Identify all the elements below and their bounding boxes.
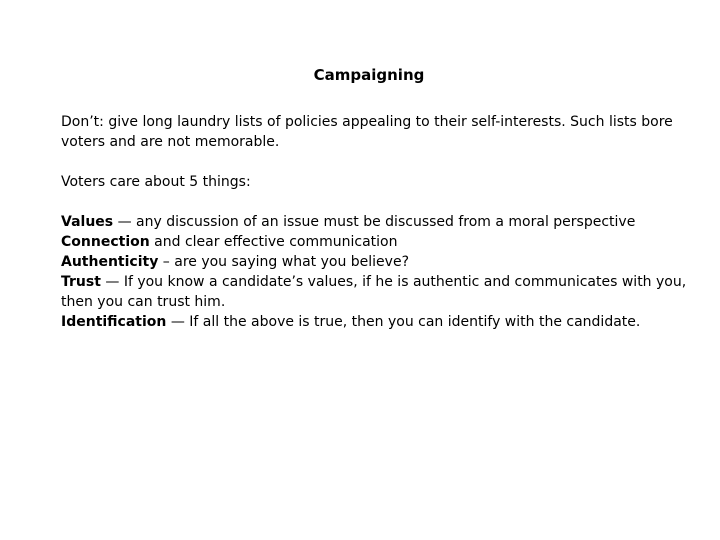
point-term: Authenticity xyxy=(61,254,159,270)
lead-paragraph: Voters care about 5 things: xyxy=(61,174,251,190)
point-term: Trust xyxy=(61,274,101,290)
point-text: — any discussion of an issue must be discussed from a moral perspective xyxy=(113,214,636,230)
point-values xyxy=(61,212,691,232)
slide-body xyxy=(61,112,691,332)
point-text: — If you know a candidate’s values, if he is authentic and communicates with you, then you can trust him. xyxy=(61,274,687,310)
point-term: Values xyxy=(61,214,114,230)
point-identification xyxy=(61,312,691,332)
point-trust xyxy=(61,272,691,312)
point-term: Connection xyxy=(61,234,150,250)
intro-paragraph: Don’t: give long laundry lists of policies appealing to their self-interests. Such lists bore voters and are not memorable. xyxy=(61,114,673,150)
slide-title: Campaigning xyxy=(313,66,425,84)
point-authenticity xyxy=(61,252,691,272)
point-term: Identification xyxy=(61,314,167,330)
point-connection xyxy=(61,232,691,252)
points-list xyxy=(61,212,691,332)
point-text: – are you saying what you believe? xyxy=(158,254,410,270)
point-text: — If all the above is true, then you can identify with the candidate. xyxy=(166,314,641,330)
point-text: and clear effective communication xyxy=(149,234,398,250)
